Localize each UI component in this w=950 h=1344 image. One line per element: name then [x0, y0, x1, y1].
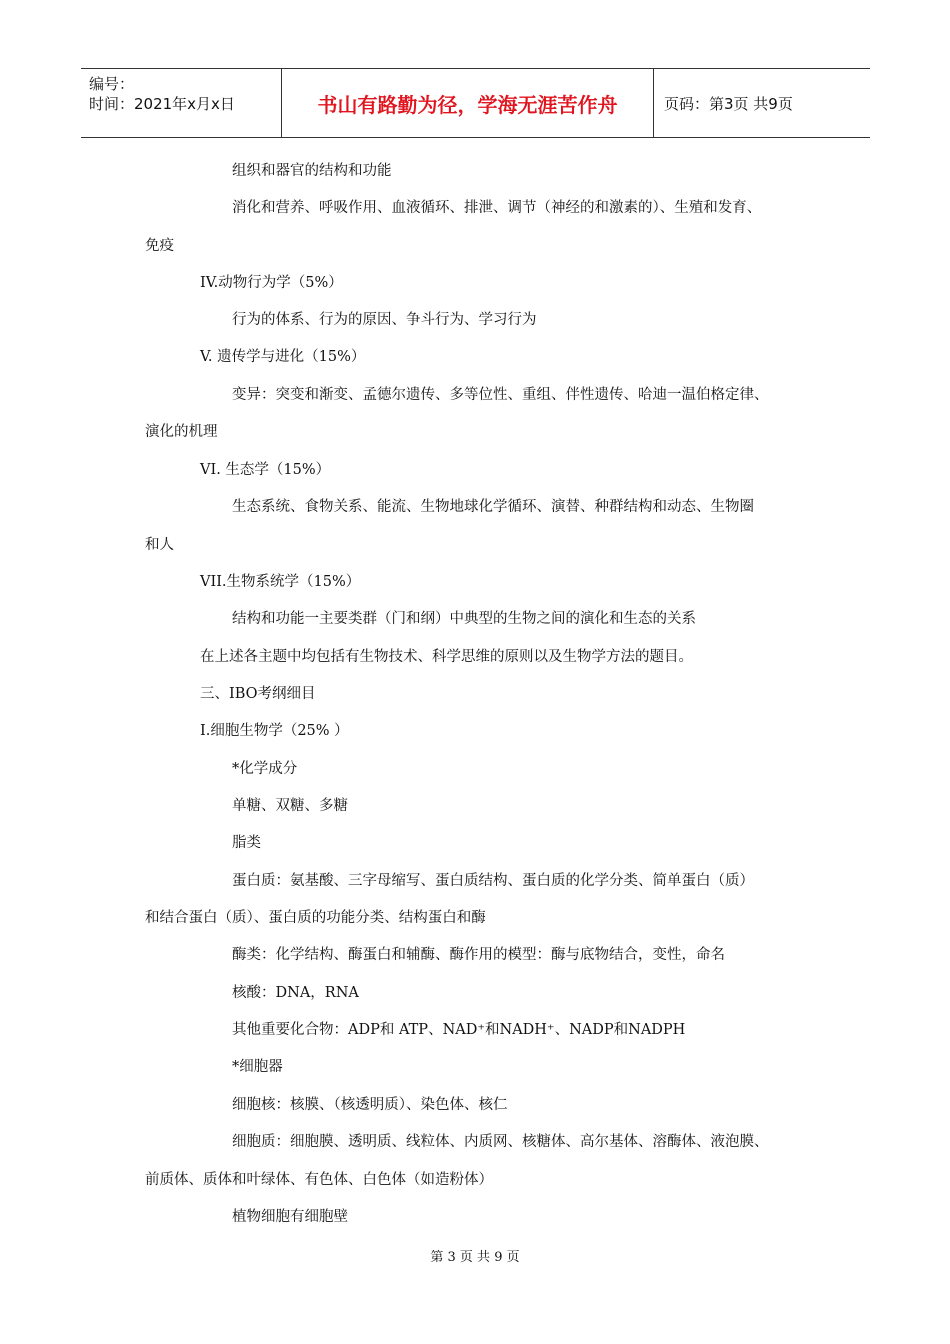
section-heading: VII.生物系统学（15%） [200, 574, 361, 590]
text-line: 蛋白质：氨基酸、三字母缩写、蛋白质结构、蛋白质的化学分类、简单蛋白（质） [232, 873, 754, 889]
text-line: 在上述各主题中均包括有生物技术、科学思维的原则以及生物学方法的题目。 [200, 649, 693, 665]
text-line: 和人 [145, 537, 174, 553]
section-heading: V. 遗传学与进化（15%） [200, 349, 366, 365]
text-line: 细胞质：细胞膜、透明质、线粒体、内质网、核糖体、高尔基体、溶酶体、液泡膜、 [232, 1134, 769, 1150]
text-line: 消化和营养、呼吸作用、血液循环、排泄、调节（神经的和激素的）、生殖和发育、 [232, 200, 762, 216]
section-heading: VI. 生态学（15%） [200, 462, 331, 478]
section-heading: IV.动物行为学（5%） [200, 275, 343, 291]
text-line: 前质体、质体和叶绿体、有色体、白色体（如造粉体） [145, 1172, 493, 1188]
text-line: 行为的体系、行为的原因、争斗行为、学习行为 [232, 312, 537, 328]
section-heading: I.细胞生物学（25% ） [200, 723, 349, 739]
page-header [81, 68, 870, 138]
text-line: 单糖、双糖、多糖 [232, 798, 348, 814]
header-page-info: 页码：第3页 共9页 [664, 94, 793, 113]
text-line: 和结合蛋白（质）、蛋白质的功能分类、结构蛋白和酶 [145, 910, 486, 926]
text-line: 演化的机理 [145, 424, 218, 440]
text-line: 其他重要化合物：ADP和 ATP、NAD⁺和NADH⁺、NADP和NADPH [232, 1022, 686, 1038]
text-line: 变异：突变和渐变、孟德尔遗传、多等位性、重组、伴性遗传、哈迪一温伯格定律、 [232, 387, 769, 403]
header-motto-cell [282, 69, 654, 137]
text-line: 组织和器官的结构和功能 [232, 163, 392, 179]
text-line: 细胞核：核膜、（核透明质）、染色体、核仁 [232, 1097, 508, 1113]
subsection-heading: *细胞器 [232, 1059, 283, 1075]
text-line: 酶类：化学结构、酶蛋白和辅酶、酶作用的模型：酶与底物结合，变性，命名 [232, 947, 725, 963]
text-line: 植物细胞有细胞壁 [232, 1209, 348, 1225]
text-line: 免疫 [145, 238, 174, 254]
page-footer: 第 3 页 共 9 页 [430, 1250, 520, 1265]
text-line: 脂类 [232, 835, 261, 851]
subsection-heading: *化学成分 [232, 761, 298, 777]
document-date: 时间：2021年x月x日 [89, 95, 235, 113]
text-line: 生态系统、食物关系、能流、生物地球化学循环、演替、种群结构和动态、生物圈 [232, 499, 754, 515]
section-heading: 三、IBO考纲细目 [200, 686, 316, 702]
document-number: 编号： [89, 75, 135, 93]
header-motto: 书山有路勤为径，学海无涯苦作舟 [317, 92, 618, 117]
header-meta [81, 69, 282, 137]
text-line: 核酸：DNA，RNA [232, 985, 359, 1001]
text-line: 结构和功能一主要类群（门和纲）中典型的生物之间的演化和生态的关系 [232, 611, 696, 627]
